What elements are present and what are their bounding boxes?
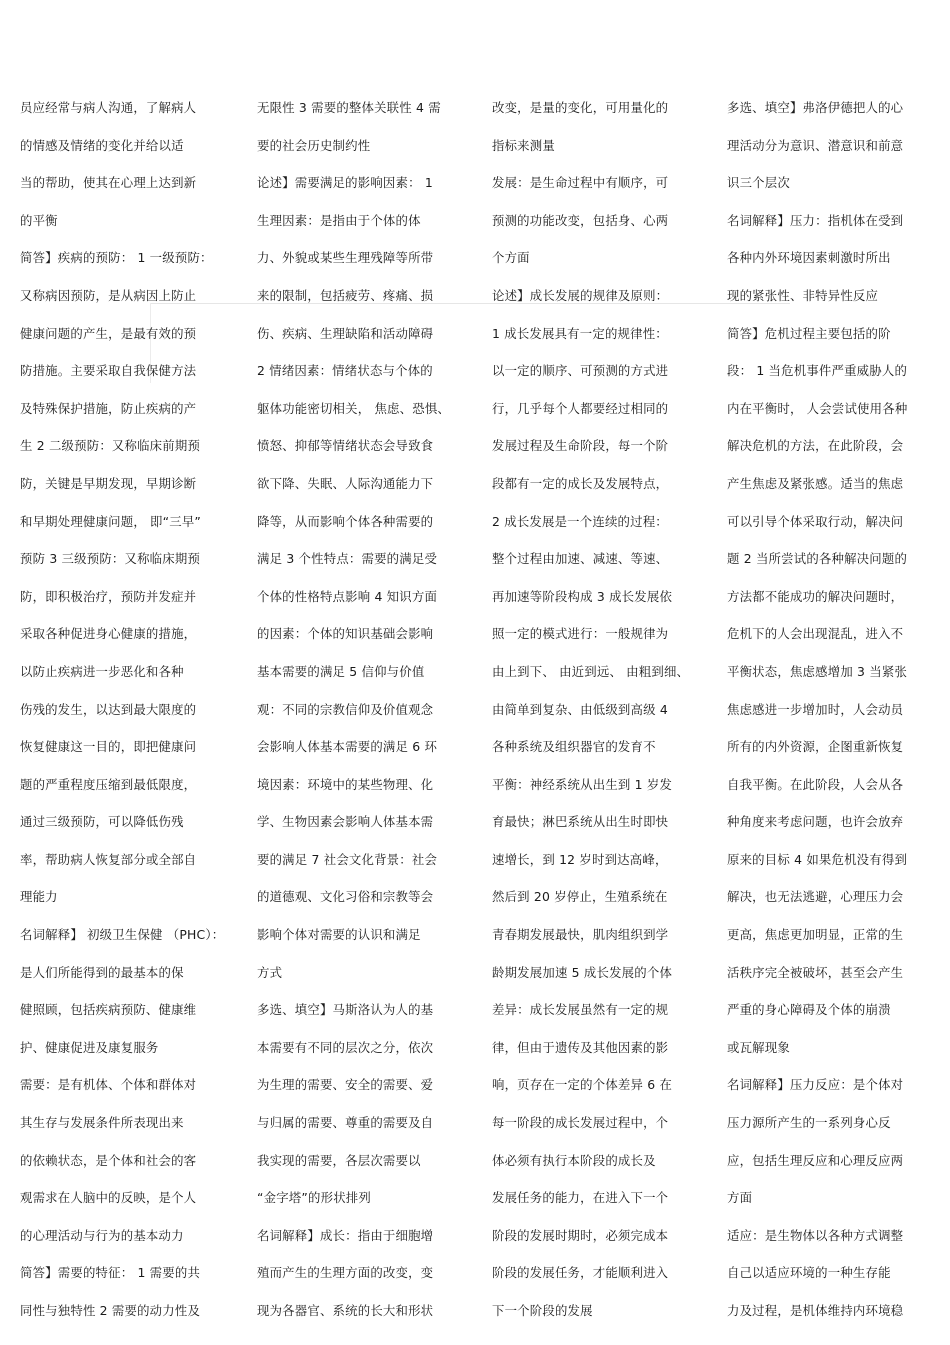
- text-line: 又称病因预防，是从病因上防止: [20, 287, 197, 303]
- text-line: 是人们所能得到的最基本的保: [20, 964, 184, 980]
- text-line: 解决，也无法逃避，心理压力会: [727, 889, 904, 905]
- text-line: 观需求在人脑中的反映，是个人: [20, 1190, 197, 1206]
- text-line: 会影响人体基本需要的满足 6 环: [257, 739, 438, 755]
- text-line: 的依赖状态，是个体和社会的客: [20, 1152, 197, 1168]
- text-line: 自己以适应环境的一种生存能: [727, 1265, 891, 1281]
- text-line: 的心理活动与行为的基本动力: [20, 1227, 184, 1243]
- text-line: 需要：是有机体、个体和群体对: [20, 1077, 197, 1093]
- text-line: 其生存与发展条件所表现出来: [20, 1115, 184, 1131]
- text-line: 生 2 二级预防：又称临床前期预: [20, 438, 201, 454]
- text-line: 现为各器官、系统的长大和形状: [257, 1303, 434, 1318]
- text-line: 健康问题的产生，是最有效的预: [20, 325, 197, 341]
- text-line: 适应：是生物体以各种方式调整: [727, 1227, 904, 1243]
- text-line: 躯体功能密切相关， 焦虑、恐惧、: [257, 400, 450, 416]
- text-line: 产生焦虑及紧张感。适当的焦虑: [727, 475, 904, 491]
- text-line: 无限性 3 需要的整体关联性 4 需: [257, 100, 441, 115]
- text-line: 严重的身心障碍及个体的崩溃: [727, 1002, 891, 1018]
- text-line: 方法都不能成功的解决问题时，: [727, 588, 904, 604]
- text-line: 伤、疾病、生理缺陷和活动障碍: [257, 325, 434, 341]
- text-line: 境因素：环境中的某些物理、化: [257, 776, 434, 792]
- text-line: 每一阶段的成长发展过程中，个: [492, 1115, 669, 1131]
- text-line: 名词解释】压力：指机体在受到: [727, 212, 904, 228]
- text-line: 满足 3 个性特点：需要的满足受: [257, 551, 438, 567]
- text-line: 健照顾，包括疾病预防、健康维: [20, 1002, 197, 1018]
- text-line: 要的满足 7 社会文化背景：社会: [257, 851, 438, 867]
- text-line: 多选、填空】马斯洛认为人的基: [257, 1002, 434, 1018]
- text-line: 发展任务的能力，在进入下一个: [492, 1190, 669, 1206]
- text-line: 率，帮助病人恢复部分或全部自: [20, 851, 197, 867]
- text-line: 生理因素：是指由于个体的体: [257, 212, 421, 228]
- text-line: 题的严重程度压缩到最低限度，: [20, 776, 197, 792]
- text-line: 与归属的需要、尊重的需要及自: [257, 1115, 434, 1131]
- text-line: 当的帮助，使其在心理上达到新: [20, 175, 197, 191]
- text-column-2: [257, 96, 467, 1337]
- text-line: 律，但由于遗传及其他因素的影: [492, 1039, 669, 1055]
- text-line: 行，几乎每个人都要经过相同的: [492, 400, 669, 416]
- text-line: 的平衡: [20, 212, 58, 228]
- text-line: “金字塔”的形状排列: [257, 1190, 371, 1206]
- text-line: 欲下降、失眠、人际沟通能力下: [257, 475, 434, 491]
- text-line: 简答】需要的特征： 1 需要的共: [20, 1265, 201, 1281]
- text-line: 的因素：个体的知识基础会影响: [257, 626, 434, 642]
- text-line: 再加速等阶段构成 3 成长发展依: [492, 588, 673, 604]
- text-line: 龄期发展加速 5 成长发展的个体: [492, 964, 673, 980]
- text-line: 护、健康促进及康复服务: [20, 1039, 159, 1055]
- text-line: 通过三级预防，可以降低伤残: [20, 814, 184, 830]
- text-line: 基本需要的满足 5 信仰与价值: [257, 663, 425, 679]
- text-line: 论述】成长发展的规律及原则：: [492, 287, 669, 303]
- text-line: 要的社会历史制约性: [257, 137, 371, 153]
- text-line: 和早期处理健康问题， 即“三早”: [20, 513, 202, 529]
- text-line: 预防 3 三级预防：又称临床期预: [20, 551, 201, 567]
- text-line: 由简单到复杂、由低级到高级 4: [492, 701, 668, 717]
- text-line: 解决危机的方法，在此阶段，会: [727, 438, 904, 454]
- text-line: 平衡状态，焦虑感增加 3 当紧张: [727, 663, 908, 679]
- text-line: 或瓦解现象: [727, 1039, 790, 1055]
- text-line: 的情感及情绪的变化并给以适: [20, 137, 184, 153]
- text-line: 个体的性格特点影响 4 知识方面: [257, 588, 438, 604]
- text-line: 原来的目标 4 如果危机没有得到: [727, 851, 908, 867]
- text-line: 殖而产生的生理方面的改变，变: [257, 1265, 434, 1281]
- text-line: 内在平衡时， 人会尝试使用各种: [727, 400, 908, 416]
- text-line: 1 成长发展具有一定的规律性：: [492, 325, 668, 341]
- text-line: 平衡：神经系统从出生到 1 岁发: [492, 776, 673, 792]
- text-line: 防，关键是早期发现，早期诊断: [20, 475, 197, 491]
- text-line: 下一个阶段的发展: [492, 1303, 593, 1318]
- text-column-4: [727, 96, 937, 1337]
- text-line: 改变，是量的变化，可用量化的: [492, 100, 669, 115]
- text-line: 以一定的顺序、可预测的方式进: [492, 363, 669, 379]
- text-line: 及特殊保护措施，防止疾病的产: [20, 400, 197, 416]
- text-line: 各种系统及组织器官的发育不: [492, 739, 656, 755]
- text-line: 方式: [257, 964, 283, 980]
- text-line: 可以引导个体采取行动，解决问: [727, 513, 904, 529]
- text-line: 然后到 20 岁停止，生殖系统在: [492, 889, 668, 905]
- text-line: 本需要有不同的层次之分，依次: [257, 1039, 434, 1055]
- text-line: 自我平衡。在此阶段，人会从各: [727, 776, 904, 792]
- text-line: 防，即积极治疗，预防并发症并: [20, 588, 197, 604]
- text-line: 题 2 当所尝试的各种解决问题的: [727, 551, 908, 567]
- text-line: 应，包括生理反应和心理反应两: [727, 1152, 904, 1168]
- text-line: 照一定的模式进行：一般规律为: [492, 626, 669, 642]
- text-line: 发展过程及生命阶段，每一个阶: [492, 438, 669, 454]
- text-line: 焦虑感进一步增加时，人会动员: [727, 701, 904, 717]
- text-line: 简答】疾病的预防： 1 一级预防：: [20, 250, 213, 266]
- text-line: 育最快；淋巴系统从出生时即快: [492, 814, 669, 830]
- text-line: 危机下的人会出现混乱，进入不: [727, 626, 904, 642]
- text-line: 影响个体对需要的认识和满足: [257, 927, 421, 943]
- text-line: 发展：是生命过程中有顺序，可: [492, 175, 669, 191]
- text-line: 力及过程，是机体维持内环境稳: [727, 1303, 904, 1318]
- text-line: 名词解释】成长：指由于细胞增: [257, 1227, 434, 1243]
- text-line: 整个过程由加速、减速、等速、: [492, 551, 669, 567]
- text-line: 观：不同的宗教信仰及价值观念: [257, 701, 434, 717]
- text-line: 所有的内外资源，企图重新恢复: [727, 739, 904, 755]
- text-line: 2 成长发展是一个连续的过程：: [492, 513, 668, 529]
- text-line: 个方面: [492, 250, 530, 266]
- text-line: 降等，从而影响个体各种需要的: [257, 513, 434, 529]
- text-line: 名词解释】压力反应：是个体对: [727, 1077, 904, 1093]
- text-line: 采取各种促进身心健康的措施，: [20, 626, 197, 642]
- text-line: 阶段的发展时期时，必须完成本: [492, 1227, 669, 1243]
- text-line: 由上到下、 由近到远、 由粗到细、: [492, 663, 690, 679]
- text-line: 恢复健康这一目的，即把健康问: [20, 739, 197, 755]
- text-line: 为生理的需要、安全的需要、爱: [257, 1077, 434, 1093]
- text-line: 我实现的需要，各层次需要以: [257, 1152, 421, 1168]
- text-line: 简答】危机过程主要包括的阶: [727, 325, 891, 341]
- text-line: 活秩序完全被破坏，甚至会产生: [727, 964, 904, 980]
- text-line: 来的限制，包括疲劳、疼痛、损: [257, 287, 434, 303]
- text-line: 种角度来考虑问题，也许会放弃: [727, 814, 904, 830]
- text-line: 速增长，到 12 岁时到达高峰，: [492, 851, 668, 867]
- text-line: 差异：成长发展虽然有一定的规: [492, 1002, 669, 1018]
- text-line: 论述】需要满足的影响因素： 1: [257, 175, 433, 191]
- text-line: 名词解释】 初级卫生保健 （PHC）：: [20, 927, 225, 943]
- text-line: 伤残的发生，以达到最大限度的: [20, 701, 197, 717]
- text-line: 预测的功能改变，包括身、心两: [492, 212, 669, 228]
- text-line: 理活动分为意识、潜意识和前意: [727, 137, 904, 153]
- text-line: 2 情绪因素：情绪状态与个体的: [257, 363, 433, 379]
- text-line: 同性与独特性 2 需要的动力性及: [20, 1303, 201, 1318]
- text-line: 青春期发展最快，肌肉组织到学: [492, 927, 669, 943]
- text-line: 方面: [727, 1190, 753, 1206]
- text-line: 的道德观、文化习俗和宗教等会: [257, 889, 434, 905]
- text-line: 以防止疾病进一步恶化和各种: [20, 663, 184, 679]
- text-line: 愤怒、抑郁等情绪状态会导致食: [257, 438, 434, 454]
- text-line: 段都有一定的成长及发展特点，: [492, 475, 669, 491]
- text-line: 多选、填空】弗洛伊德把人的心: [727, 100, 904, 115]
- text-line: 各种内外环境因素刺激时所出: [727, 250, 891, 266]
- text-line: 理能力: [20, 889, 58, 905]
- text-line: 识三个层次: [727, 175, 790, 191]
- text-column-1: [20, 96, 230, 1337]
- text-line: 员应经常与病人沟通，了解病人: [20, 100, 197, 115]
- text-column-3: [492, 96, 702, 1337]
- text-line: 现的紧张性、非特异性反应: [727, 287, 879, 303]
- text-line: 体必须有执行本阶段的成长及: [492, 1152, 656, 1168]
- text-line: 防措施。主要采取自我保健方法: [20, 363, 197, 379]
- text-line: 力、外貌或某些生理残障等所带: [257, 250, 434, 266]
- text-line: 段： 1 当危机事件严重威胁人的: [727, 363, 908, 379]
- text-line: 响，页存在一定的个体差异 6 在: [492, 1077, 673, 1093]
- text-line: 指标来测量: [492, 137, 555, 153]
- text-line: 学、生物因素会影响人体基本需: [257, 814, 434, 830]
- text-line: 压力源所产生的一系列身心反: [727, 1115, 891, 1131]
- text-line: 更高，焦虑更加明显，正常的生: [727, 927, 904, 943]
- text-line: 阶段的发展任务，才能顺利进入: [492, 1265, 669, 1281]
